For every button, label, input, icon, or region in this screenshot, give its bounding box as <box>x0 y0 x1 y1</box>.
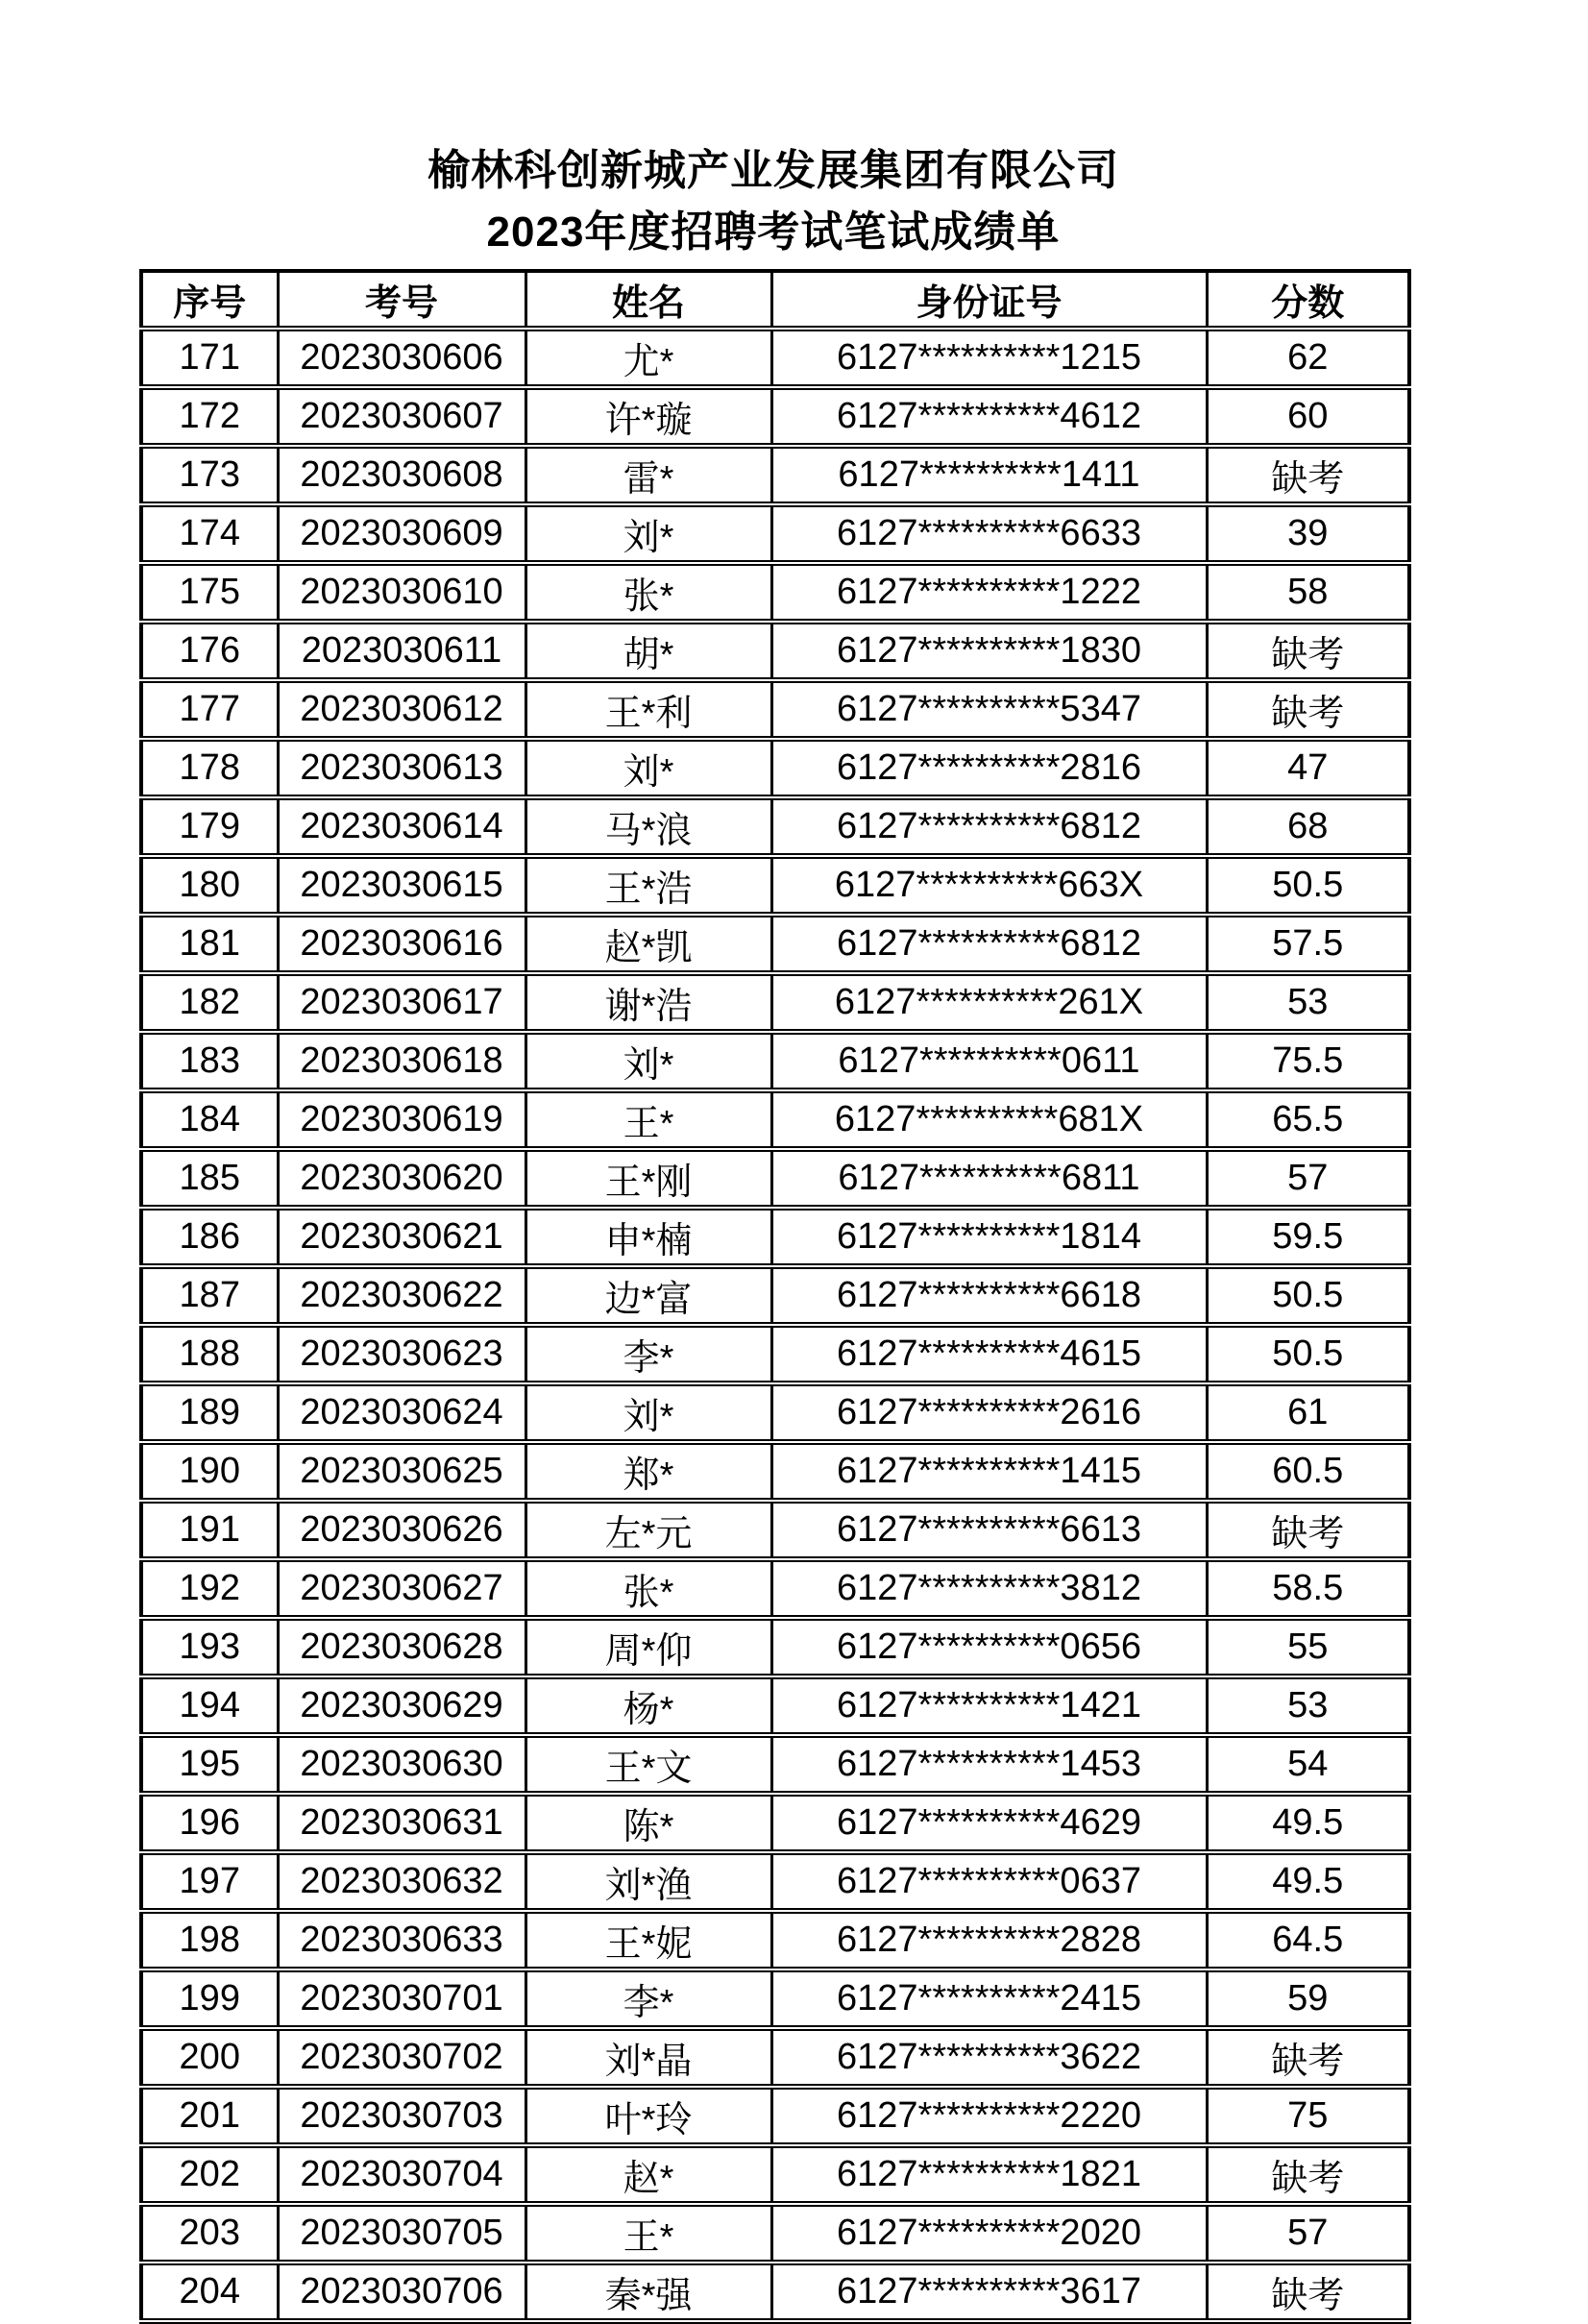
table-row <box>141 504 1409 563</box>
cell-id-number: 6127**********6812 <box>771 915 1207 973</box>
cell-name: 谢*浩 <box>525 973 771 1032</box>
cell-score: 50.5 <box>1207 856 1409 915</box>
table-row <box>141 2263 1409 2321</box>
company-title: 榆林科创新城产业发展集团有限公司 <box>428 147 1119 194</box>
cell-score: 62 <box>1207 329 1409 387</box>
cell-index: 194 <box>141 1676 278 1735</box>
cell-score: 68 <box>1207 797 1409 856</box>
cell-exam-no: 2023030705 <box>278 2204 525 2263</box>
table-row <box>141 1442 1409 1501</box>
cell-score: 缺考 <box>1207 2028 1409 2087</box>
cell-score: 75 <box>1207 2087 1409 2145</box>
cell-score: 58.5 <box>1207 1559 1409 1618</box>
table-row <box>141 1969 1409 2028</box>
cell-exam-no: 2023030702 <box>278 2028 525 2087</box>
table-row <box>141 915 1409 973</box>
table-row <box>141 1325 1409 1383</box>
cell-name: 秦*强 <box>525 2263 771 2321</box>
cell-name: 张* <box>525 1559 771 1618</box>
cell-exam-no: 2023030622 <box>278 1266 525 1325</box>
table-row <box>141 973 1409 1032</box>
table-row <box>141 1559 1409 1618</box>
cell-exam-no: 2023030706 <box>278 2263 525 2321</box>
table-row <box>141 1208 1409 1266</box>
table-row <box>141 1266 1409 1325</box>
sheet-title: 2023年度招聘考试笔试成绩单 <box>486 208 1061 256</box>
column-header-name: 姓名 <box>525 271 771 329</box>
cell-exam-no: 2023030615 <box>278 856 525 915</box>
cell-exam-no: 2023030620 <box>278 1149 525 1208</box>
cell-id-number: 6127**********1830 <box>771 622 1207 680</box>
cell-index: 190 <box>141 1442 278 1501</box>
cell-name: 王*浩 <box>525 856 771 915</box>
cell-id-number: 6127**********681X <box>771 1090 1207 1149</box>
cell-index: 174 <box>141 504 278 563</box>
cell-score: 60 <box>1207 387 1409 446</box>
cell-score: 57 <box>1207 2204 1409 2263</box>
cell-name: 郑* <box>525 1442 771 1501</box>
cell-id-number: 6127**********1821 <box>771 2145 1207 2204</box>
cell-name: 左*元 <box>525 1501 771 1559</box>
cell-index: 184 <box>141 1090 278 1149</box>
cell-score: 53 <box>1207 1676 1409 1735</box>
cell-exam-no: 2023030633 <box>278 1911 525 1969</box>
cell-exam-no: 2023030608 <box>278 446 525 504</box>
cell-score: 54 <box>1207 1735 1409 1794</box>
header-row <box>141 271 1409 329</box>
column-header-index: 序号 <box>141 271 278 329</box>
cell-score: 65.5 <box>1207 1090 1409 1149</box>
cell-index: 197 <box>141 1852 278 1911</box>
cell-name: 李* <box>525 1325 771 1383</box>
cell-name: 王*利 <box>525 680 771 739</box>
cell-id-number: 6127**********0611 <box>771 1032 1207 1090</box>
table-row <box>141 2145 1409 2204</box>
cell-score: 75.5 <box>1207 1032 1409 1090</box>
cell-exam-no: 2023030630 <box>278 1735 525 1794</box>
cell-name: 杨* <box>525 1676 771 1735</box>
cell-score: 61 <box>1207 1383 1409 1442</box>
cell-name: 张* <box>525 563 771 622</box>
table-row <box>141 1383 1409 1442</box>
cell-name: 王*刚 <box>525 1149 771 1208</box>
cell-score: 缺考 <box>1207 622 1409 680</box>
cell-index: 200 <box>141 2028 278 2087</box>
cell-id-number: 6127**********261X <box>771 973 1207 1032</box>
cell-name: 王* <box>525 1090 771 1149</box>
table-row <box>141 2087 1409 2145</box>
cell-id-number: 6127**********6613 <box>771 1501 1207 1559</box>
table-row <box>141 1090 1409 1149</box>
cell-index: 191 <box>141 1501 278 1559</box>
cell-index: 192 <box>141 1559 278 1618</box>
column-header-score: 分数 <box>1207 271 1409 329</box>
cell-score: 缺考 <box>1207 2145 1409 2204</box>
cell-id-number: 6127**********2816 <box>771 739 1207 797</box>
cell-index: 179 <box>141 797 278 856</box>
table-row <box>141 1032 1409 1090</box>
cell-id-number: 6127**********2828 <box>771 1911 1207 1969</box>
cell-name: 胡* <box>525 622 771 680</box>
cell-id-number: 6127**********1814 <box>771 1208 1207 1266</box>
cell-id-number: 6127**********2020 <box>771 2204 1207 2263</box>
cell-index: 198 <box>141 1911 278 1969</box>
column-header-id-number: 身份证号 <box>771 271 1207 329</box>
cell-id-number: 6127**********3812 <box>771 1559 1207 1618</box>
cell-score: 50.5 <box>1207 1266 1409 1325</box>
cell-index: 203 <box>141 2204 278 2263</box>
cell-index: 172 <box>141 387 278 446</box>
cell-id-number: 6127**********1215 <box>771 329 1207 387</box>
table-row <box>141 680 1409 739</box>
cell-score: 49.5 <box>1207 1852 1409 1911</box>
cell-exam-no: 2023030624 <box>278 1383 525 1442</box>
cell-id-number: 6127**********4615 <box>771 1325 1207 1383</box>
cell-index: 182 <box>141 973 278 1032</box>
cell-exam-no: 2023030626 <box>278 1501 525 1559</box>
cell-name: 王*文 <box>525 1735 771 1794</box>
table-row <box>141 797 1409 856</box>
cell-name: 赵*凯 <box>525 915 771 973</box>
cell-score: 缺考 <box>1207 680 1409 739</box>
cell-exam-no: 2023030625 <box>278 1442 525 1501</box>
cell-id-number: 6127**********6633 <box>771 504 1207 563</box>
table-row <box>141 1735 1409 1794</box>
cell-score: 60.5 <box>1207 1442 1409 1501</box>
cell-score: 55 <box>1207 1618 1409 1676</box>
table-row <box>141 622 1409 680</box>
cell-score: 57.5 <box>1207 915 1409 973</box>
cell-id-number: 6127**********3617 <box>771 2263 1207 2321</box>
cell-exam-no: 2023030606 <box>278 329 525 387</box>
table-body <box>141 329 1409 2321</box>
table-row <box>141 1794 1409 1852</box>
cell-score: 59 <box>1207 1969 1409 2028</box>
score-table <box>139 269 1411 2324</box>
cell-score: 缺考 <box>1207 446 1409 504</box>
cell-exam-no: 2023030627 <box>278 1559 525 1618</box>
cell-score: 缺考 <box>1207 2263 1409 2321</box>
cell-exam-no: 2023030704 <box>278 2145 525 2204</box>
cell-id-number: 6127**********663X <box>771 856 1207 915</box>
cell-name: 刘* <box>525 1032 771 1090</box>
table-row <box>141 1618 1409 1676</box>
score-sheet-document <box>139 0 1407 2324</box>
cell-score: 47 <box>1207 739 1409 797</box>
cell-index: 171 <box>141 329 278 387</box>
cell-exam-no: 2023030607 <box>278 387 525 446</box>
cell-exam-no: 2023030623 <box>278 1325 525 1383</box>
cell-name: 刘*渔 <box>525 1852 771 1911</box>
cell-exam-no: 2023030610 <box>278 563 525 622</box>
cell-id-number: 6127**********4612 <box>771 387 1207 446</box>
cell-exam-no: 2023030701 <box>278 1969 525 2028</box>
cell-score: 49.5 <box>1207 1794 1409 1852</box>
cell-score: 59.5 <box>1207 1208 1409 1266</box>
cell-id-number: 6127**********0637 <box>771 1852 1207 1911</box>
cell-index: 188 <box>141 1325 278 1383</box>
cell-id-number: 6127**********1421 <box>771 1676 1207 1735</box>
cell-exam-no: 2023030617 <box>278 973 525 1032</box>
cell-name: 王*妮 <box>525 1911 771 1969</box>
cell-name: 申*楠 <box>525 1208 771 1266</box>
cell-exam-no: 2023030629 <box>278 1676 525 1735</box>
table-row <box>141 1501 1409 1559</box>
cell-exam-no: 2023030614 <box>278 797 525 856</box>
cell-index: 187 <box>141 1266 278 1325</box>
cell-exam-no: 2023030611 <box>278 622 525 680</box>
cell-name: 刘* <box>525 739 771 797</box>
cell-id-number: 6127**********4629 <box>771 1794 1207 1852</box>
cell-index: 202 <box>141 2145 278 2204</box>
cell-exam-no: 2023030632 <box>278 1852 525 1911</box>
cell-id-number: 6127**********1411 <box>771 446 1207 504</box>
cell-name: 许*璇 <box>525 387 771 446</box>
cell-index: 178 <box>141 739 278 797</box>
cell-score: 缺考 <box>1207 1501 1409 1559</box>
table-row <box>141 739 1409 797</box>
cell-name: 马*浪 <box>525 797 771 856</box>
cell-exam-no: 2023030618 <box>278 1032 525 1090</box>
cell-index: 185 <box>141 1149 278 1208</box>
cell-index: 193 <box>141 1618 278 1676</box>
cell-name: 周*仰 <box>525 1618 771 1676</box>
cell-index: 180 <box>141 856 278 915</box>
cell-id-number: 6127**********6812 <box>771 797 1207 856</box>
cell-id-number: 6127**********6811 <box>771 1149 1207 1208</box>
cell-name: 王* <box>525 2204 771 2263</box>
cell-id-number: 6127**********1222 <box>771 563 1207 622</box>
cell-id-number: 6127**********2415 <box>771 1969 1207 2028</box>
cell-index: 196 <box>141 1794 278 1852</box>
cell-index: 183 <box>141 1032 278 1090</box>
table-row <box>141 1852 1409 1911</box>
column-header-exam-no: 考号 <box>278 271 525 329</box>
cell-exam-no: 2023030703 <box>278 2087 525 2145</box>
cell-exam-no: 2023030621 <box>278 1208 525 1266</box>
cell-index: 175 <box>141 563 278 622</box>
cell-exam-no: 2023030616 <box>278 915 525 973</box>
table-row <box>141 563 1409 622</box>
cell-id-number: 6127**********0656 <box>771 1618 1207 1676</box>
cell-index: 204 <box>141 2263 278 2321</box>
cell-index: 181 <box>141 915 278 973</box>
cell-index: 195 <box>141 1735 278 1794</box>
cell-id-number: 6127**********1453 <box>771 1735 1207 1794</box>
cell-id-number: 6127**********2616 <box>771 1383 1207 1442</box>
cell-name: 边*富 <box>525 1266 771 1325</box>
cell-exam-no: 2023030619 <box>278 1090 525 1149</box>
table-row <box>141 2028 1409 2087</box>
cell-id-number: 6127**********2220 <box>771 2087 1207 2145</box>
cell-index: 201 <box>141 2087 278 2145</box>
cell-name: 刘*晶 <box>525 2028 771 2087</box>
cell-name: 李* <box>525 1969 771 2028</box>
cell-index: 199 <box>141 1969 278 2028</box>
cell-exam-no: 2023030628 <box>278 1618 525 1676</box>
cell-name: 陈* <box>525 1794 771 1852</box>
cell-score: 53 <box>1207 973 1409 1032</box>
table-row <box>141 387 1409 446</box>
cell-name: 赵* <box>525 2145 771 2204</box>
cell-name: 刘* <box>525 1383 771 1442</box>
cell-name: 刘* <box>525 504 771 563</box>
table-row <box>141 329 1409 387</box>
cell-score: 64.5 <box>1207 1911 1409 1969</box>
cell-id-number: 6127**********3622 <box>771 2028 1207 2087</box>
cell-index: 186 <box>141 1208 278 1266</box>
cell-exam-no: 2023030612 <box>278 680 525 739</box>
table-row <box>141 446 1409 504</box>
cell-id-number: 6127**********6618 <box>771 1266 1207 1325</box>
table-row <box>141 1676 1409 1735</box>
cell-score: 50.5 <box>1207 1325 1409 1383</box>
cell-id-number: 6127**********5347 <box>771 680 1207 739</box>
table-row <box>141 856 1409 915</box>
cell-index: 173 <box>141 446 278 504</box>
cell-index: 176 <box>141 622 278 680</box>
cell-id-number: 6127**********1415 <box>771 1442 1207 1501</box>
cell-index: 189 <box>141 1383 278 1442</box>
table-row <box>141 1149 1409 1208</box>
table-row <box>141 1911 1409 1969</box>
cell-name: 雷* <box>525 446 771 504</box>
cell-score: 39 <box>1207 504 1409 563</box>
cell-name: 尤* <box>525 329 771 387</box>
cell-score: 58 <box>1207 563 1409 622</box>
title-block <box>139 0 1407 263</box>
cell-score: 57 <box>1207 1149 1409 1208</box>
cell-exam-no: 2023030609 <box>278 504 525 563</box>
cell-exam-no: 2023030613 <box>278 739 525 797</box>
cell-exam-no: 2023030631 <box>278 1794 525 1852</box>
cell-name: 叶*玲 <box>525 2087 771 2145</box>
table-row <box>141 2204 1409 2263</box>
cell-index: 177 <box>141 680 278 739</box>
